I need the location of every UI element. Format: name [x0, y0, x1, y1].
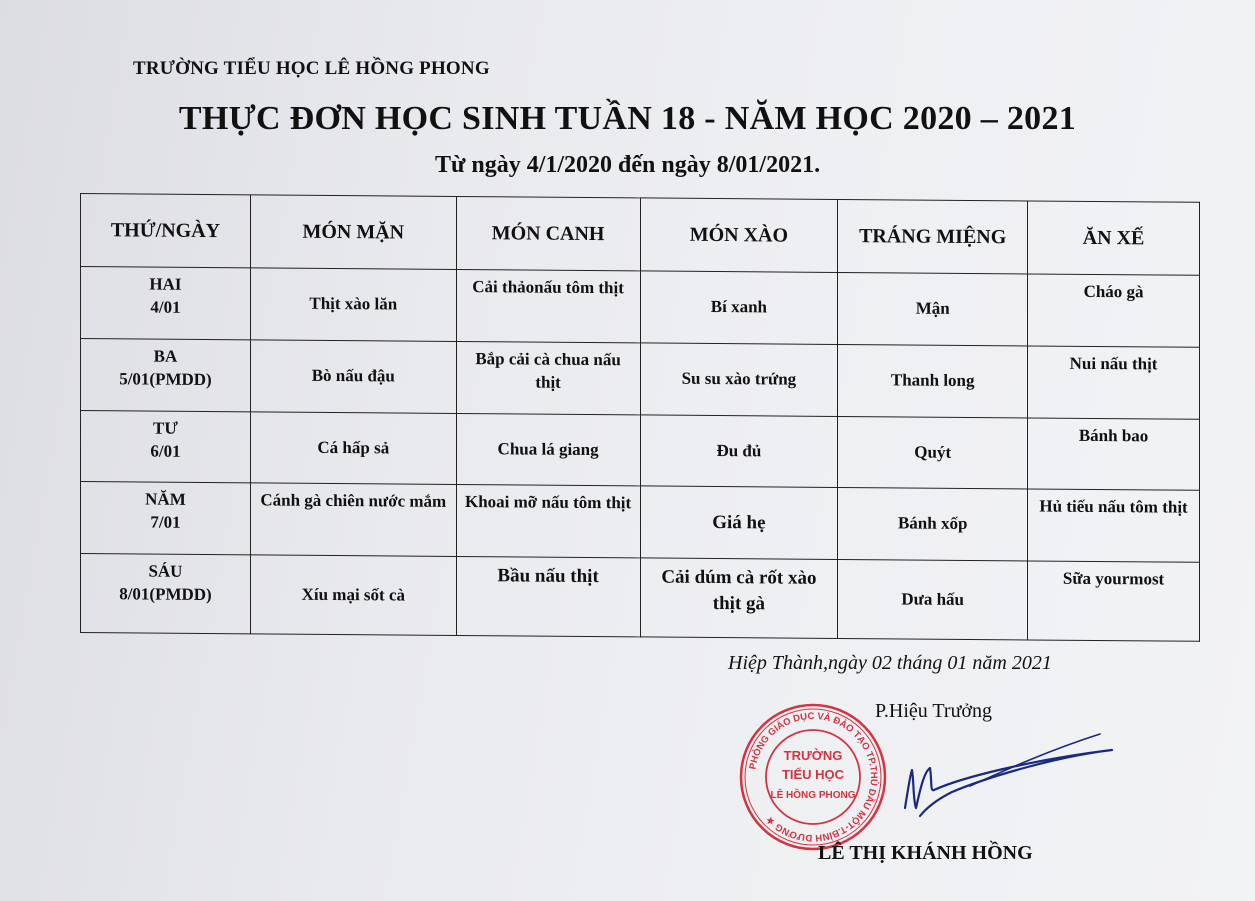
snack-cell: Sữa yourmost — [1028, 561, 1200, 641]
dessert-cell: Quýt — [838, 416, 1028, 489]
day-name: TƯ — [153, 418, 178, 438]
day-name: HAI — [149, 274, 182, 294]
day-cell — [81, 554, 251, 634]
date-range: Từ ngày 4/1/2020 đến ngày 8/01/2021. — [434, 152, 821, 178]
school-name: TRƯỜNG TIỂU HỌC LÊ HỒNG PHONG — [133, 58, 490, 79]
stamp-ring-text: PHÒNG GIÁO DỤC VÀ ĐÀO TẠO TP.THỦ DẦU MỘT-T.BÌNH DƯƠNG ★ — [747, 710, 880, 844]
dessert-cell: Thanh long — [838, 344, 1028, 417]
menu-title: THỰC ĐƠN HỌC SINH TUẦN 18 - NĂM HỌC 2020 – 2021 — [178, 100, 1077, 137]
soup-cell: Bắp cải cà chua nấu thịt — [456, 341, 640, 414]
day-date: 6/01 — [150, 441, 181, 461]
place-date: Hiệp Thành,ngày 02 tháng 01 năm 2021 — [728, 652, 1052, 674]
table-row — [81, 338, 1200, 419]
day-name: BA — [153, 346, 178, 366]
day-name: NĂM — [145, 489, 186, 510]
day-cell — [81, 482, 251, 555]
day-cell — [81, 338, 251, 411]
main-dish-cell: Xíu mại sốt cà — [250, 555, 456, 635]
day-cell — [81, 410, 251, 483]
column-header-day: THỨ/NGÀY — [81, 194, 251, 268]
snack-cell: Nui nấu thịt — [1028, 346, 1200, 419]
signer-role: P.Hiệu Trưởng — [875, 700, 993, 722]
snack-cell: Cháo gà — [1028, 274, 1200, 347]
signature — [880, 720, 1120, 830]
column-header-dessert: TRÁNG MIỆNG — [838, 199, 1028, 273]
soup-cell: Chua lá giang — [456, 413, 640, 486]
main-dish-cell: Bò nấu đậu — [250, 340, 456, 413]
main-dish-cell: Cánh gà chiên nước mắm — [250, 483, 456, 556]
day-cell — [81, 267, 251, 340]
stamp-line-1: TRƯỜNG — [783, 748, 843, 763]
table-row — [81, 554, 1200, 641]
table-row — [81, 267, 1200, 348]
dessert-cell: Dưa hấu — [838, 560, 1028, 640]
day-date: 7/01 — [150, 512, 181, 533]
snack-cell: Hủ tiếu nấu tôm thịt — [1028, 489, 1200, 562]
signer-name: LÊ THỊ KHÁNH HỒNG — [818, 842, 1033, 864]
dessert-cell: Mận — [838, 272, 1028, 345]
day-date: 8/01(PMDD) — [119, 584, 212, 605]
soup-cell: Khoai mỡ nấu tôm thịt — [456, 485, 640, 558]
snack-cell: Bánh bao — [1028, 418, 1200, 491]
stir-fry-cell: Bí xanh — [640, 271, 838, 344]
stamp-line-2: TIỂU HỌC — [781, 767, 845, 782]
stamp-line-3: LÊ HỒNG PHONG — [770, 790, 856, 801]
menu-table — [80, 193, 1200, 642]
day-name: SÁU — [148, 561, 183, 582]
stir-fry-cell: Su su xào trứng — [640, 343, 838, 416]
stir-fry-cell: Cải dúm cà rốt xào thịt gà — [640, 558, 838, 638]
stir-fry-cell: Giá hẹ — [640, 486, 838, 559]
column-header-soup: MÓN CANH — [456, 196, 640, 270]
column-header-snack: ĂN XẾ — [1028, 201, 1200, 275]
soup-cell: Bầu nấu thịt — [456, 557, 640, 637]
soup-cell: Cải thảonấu tôm thịt — [456, 269, 640, 342]
dessert-cell: Bánh xốp — [838, 488, 1028, 561]
day-date: 4/01 — [150, 297, 181, 317]
school-stamp — [738, 702, 888, 852]
column-header-main-dish: MÓN MẶN — [250, 195, 456, 270]
main-dish-cell: Thịt xào lăn — [250, 268, 456, 341]
day-date: 5/01(PMDD) — [119, 369, 212, 389]
stir-fry-cell: Đu đủ — [640, 415, 838, 488]
table-row — [81, 482, 1200, 563]
table-row — [81, 410, 1200, 491]
table-header-row — [81, 194, 1200, 276]
column-header-stir-fry: MÓN XÀO — [640, 198, 838, 273]
main-dish-cell: Cá hấp sả — [250, 411, 456, 484]
